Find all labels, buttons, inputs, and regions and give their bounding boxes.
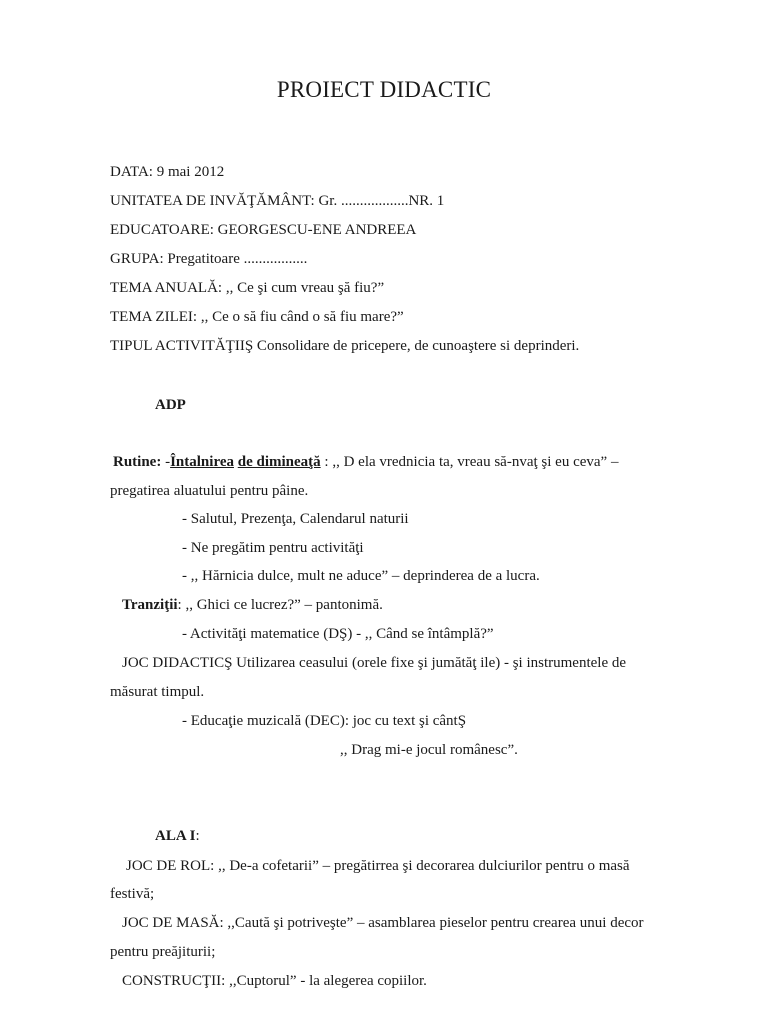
field-educatoare-label: EDUCATOARE: [110, 222, 210, 238]
field-data-value: : 9 mai 2012: [148, 164, 225, 180]
joc-didactic-line-1: JOC DIDACTICŞ Utilizarea ceasului (orele fixe şi jumătăţ ile) - şi instrumentele de: [122, 655, 627, 671]
field-tema-zilei: [110, 307, 404, 327]
field-tema-anuala-value: : ,, Ce şi cum vreau şă fiu?”: [217, 280, 385, 296]
field-grupa-value: : Pregatitoare .................: [159, 251, 308, 267]
field-tipul-value: Ş Consolidare de pricepere, de cunoaştere si deprinderi.: [244, 338, 580, 354]
field-tipul-activitatii: [110, 336, 579, 356]
field-data-label: DATA: [110, 164, 149, 180]
field-tema-zilei-value: : ,, Ce o să fiu când o să fiu mare?”: [192, 309, 404, 325]
ala-heading-colon: :: [195, 828, 200, 844]
ala-line: JOC DE MASĂ: ,,Caută şi potriveşte” – asamblarea pieselor pentru crearea unui decor: [122, 915, 644, 931]
field-tema-anuala: [110, 278, 384, 298]
rutine-item: - ,, Hărnicia dulce, mult ne aduce” – deprinderea de a lucra.: [182, 568, 540, 584]
joc-didactic-line-2: măsurat timpul.: [110, 684, 205, 700]
rutine-continuation: pregatirea aluatului pentru pâine.: [110, 483, 309, 499]
tranzitii-line: [122, 595, 383, 615]
field-tema-anuala-label: TEMA ANUALĂ: [110, 280, 218, 296]
cantec-line: ,, Drag mi-e jocul românesc”.: [340, 742, 518, 758]
rutine-underlined-1: Întalnirea: [170, 454, 234, 470]
rutine-dash: -: [161, 454, 171, 470]
ala-heading-text: ALA I: [155, 828, 196, 844]
rutine-rest: : ,, D ela vrednicia ta, vreau să-nvaţ şi eu ceva” –: [320, 454, 619, 470]
ala-line: pentru preăjiturii;: [110, 944, 216, 960]
field-unitatea-value: : Gr. ..................NR. 1: [310, 193, 445, 209]
section-heading-adp: ADP: [155, 397, 186, 413]
field-grupa-label: GRUPA: [110, 251, 160, 267]
field-educatoare-value: : GEORGESCU-ENE ANDREEA: [209, 222, 417, 238]
document-title: PROIECT DIDACTIC: [276, 77, 492, 102]
ala-line: festivă;: [110, 886, 155, 902]
ala-line: CONSTRUCŢII: ,,Cuptorul” - la alegerea copiilor.: [122, 973, 427, 989]
field-data: [110, 162, 224, 182]
field-tema-zilei-label: TEMA ZILEI: [110, 309, 193, 325]
ala-line: JOC DE ROL: ,, De-a cofetarii” – pregătirrea şi decorarea dulciurilor pentru o masă: [126, 858, 630, 874]
rutine-item: - Salutul, Prezenţa, Calendarul naturii: [182, 511, 409, 527]
rutine-underlined-2: de dimineaţă: [237, 454, 321, 470]
rutine-line: [113, 452, 618, 472]
field-grupa: [110, 249, 307, 269]
field-unitatea: [110, 191, 444, 211]
rutine-label: Rutine:: [113, 454, 162, 470]
field-tipul-label: TIPUL ACTIVITĂŢII: [110, 338, 245, 354]
tranzitii-label: Tranziţii: [122, 597, 178, 613]
activitati-line: - Activităţi matematice (DŞ) - ,, Când se întâmplă?”: [182, 626, 494, 642]
section-heading-ala: [155, 826, 200, 846]
tranzitii-rest: : ,, Ghici ce lucrez?” – pantonimă.: [177, 597, 383, 613]
educatie-muzicala-line: - Educaţie muzicală (DEC): joc cu text şi cântŞ: [182, 713, 467, 729]
rutine-item: - Ne pregătim pentru activităţi: [182, 540, 364, 556]
field-unitatea-label: UNITATEA DE INVĂŢĂMÂNT: [110, 193, 311, 209]
field-educatoare: [110, 220, 416, 240]
